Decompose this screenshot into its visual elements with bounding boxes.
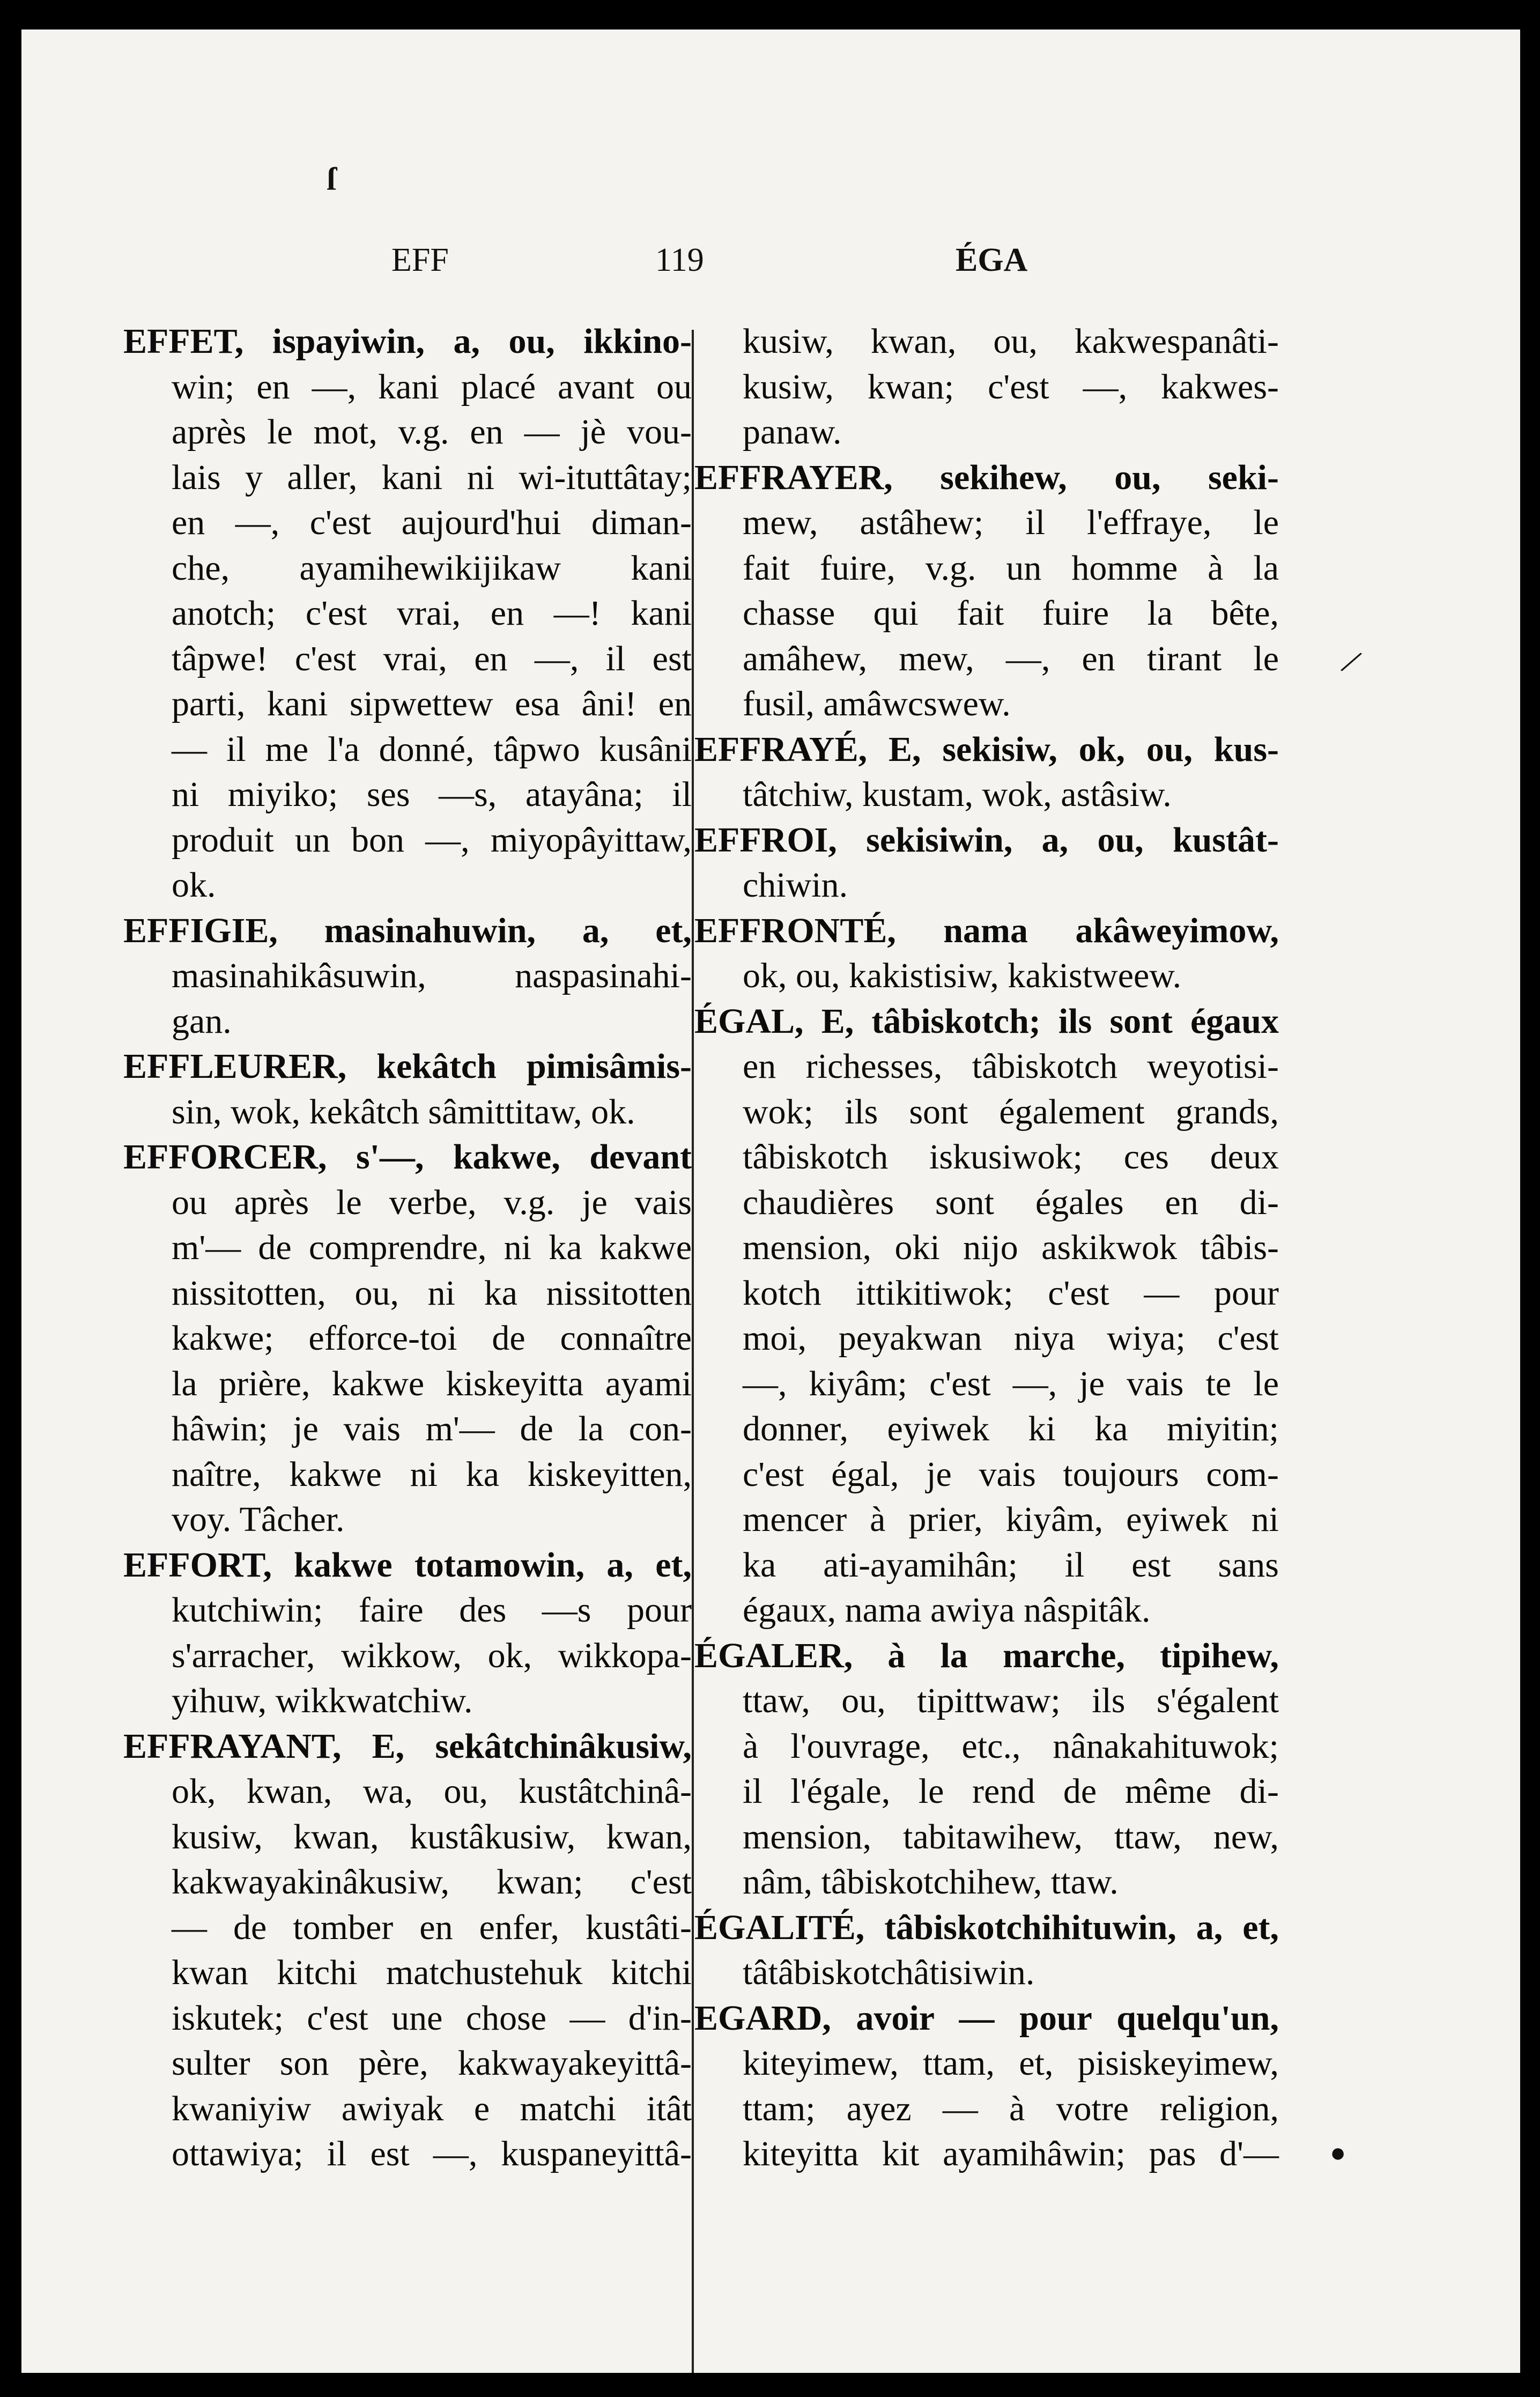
entry-text-line: kwaniyiw awiyak e matchi itât [172, 2089, 692, 2128]
entry-text-line: kwan kitchi matchustehuk kitchi [172, 1953, 692, 1992]
entry-text-line: kusiw, kwan, kustâkusiw, kwan, [172, 1817, 692, 1856]
entry-text-line: kakwe; efforce-toi de connaître [172, 1319, 692, 1358]
entry-text-line: kiteyitta kit ayamihâwin; pas d'— [743, 2134, 1279, 2173]
entry-text-line: ottawiya; il est —, kuspaneyittâ- [172, 2134, 692, 2173]
entry-headword-line: EFFORT, kakwe totamowin, a, et, [123, 1545, 692, 1585]
entry-text-line: produit un bon —, miyopâyittaw, [172, 820, 692, 860]
entry-headword-line: ÉGAL, E, tâbiskotch; ils sont égaux [694, 1001, 1279, 1041]
entry-text-line: m'— de comprendre, ni ka kakwe [172, 1228, 692, 1267]
entry-headword-line: EFFRAYANT, E, sekâtchinâkusiw, [123, 1726, 692, 1766]
entry-text-line: moi, peyakwan niya wiya; c'est [743, 1319, 1279, 1358]
right-column [694, 319, 1279, 2177]
entry-text-line: à l'ouvrage, etc., nânakahituwok; [743, 1726, 1279, 1766]
entry-text-line: win; en —, kani placé avant ou [172, 367, 692, 406]
entry-text-line: chasse qui fait fuire la bête, [743, 594, 1279, 633]
entry-text-line: c'est égal, je vais toujours com- [743, 1454, 1279, 1494]
entry-text-line: ka ati-ayamihân; il est sans [743, 1545, 1279, 1585]
entry-text-line: voy. Tâcher. [172, 1500, 345, 1539]
entry-text-line: kusiw, kwan; c'est —, kakwes- [743, 367, 1279, 406]
entry-text-line: kusiw, kwan, ou, kakwespanâti- [743, 322, 1279, 361]
entry-text-line: ok, kwan, wa, ou, kustâtchinâ- [172, 1772, 692, 1811]
entry-text-line: kutchiwin; faire des —s pour [172, 1590, 692, 1630]
entry-headword-line: EFFRAYER, sekihew, ou, seki- [694, 457, 1279, 497]
entry-text-line: mension, tabitawihew, ttaw, new, [743, 1817, 1279, 1856]
entry-text-line: masinahikâsuwin, naspasinahi- [172, 956, 692, 995]
entry-text-line: ou après le verbe, v.g. je vais [172, 1182, 692, 1222]
entry-text-line: nissitotten, ou, ni ka nissitotten [172, 1273, 692, 1313]
entry-text-line: mencer à prier, kiyâm, eyiwek ni [743, 1500, 1279, 1539]
entry-text-line: iskutek; c'est une chose — d'in- [172, 1998, 692, 2038]
entry-text-line: — de tomber en enfer, kustâti- [172, 1907, 692, 1947]
entry-text-line: nâm, tâbiskotchihew, ttaw. [743, 1862, 1119, 1902]
entry-text-line: la prière, kakwe kiskeyitta ayami [172, 1364, 692, 1403]
entry-text-line: fusil, amâwcswew. [743, 684, 1011, 723]
entry-text-line: lais y aller, kani ni wi-ituttâtay; [172, 457, 692, 497]
entry-text-line: sin, wok, kekâtch sâmittitaw, ok. [172, 1092, 635, 1131]
entry-headword-line: ÉGALER, à la marche, tipihew, [694, 1636, 1279, 1675]
entry-text-line: donner, eyiwek ki ka miyitin; [743, 1409, 1279, 1448]
entry-text-line: ok, ou, kakistisiw, kakistweew. [743, 956, 1182, 995]
entry-text-line: naître, kakwe ni ka kiskeyitten, [172, 1454, 692, 1494]
entry-text-line: hâwin; je vais m'— de la con- [172, 1409, 692, 1448]
entry-text-line: parti, kani sipwettew esa âni! en [172, 684, 692, 723]
entry-text-line: s'arracher, wikkow, ok, wikkopa- [172, 1636, 692, 1675]
entry-text-line: après le mot, v.g. en — jè vou- [172, 412, 692, 452]
entry-text-line: — il me l'a donné, tâpwo kusâni [172, 729, 692, 769]
margin-stroke: / [1336, 641, 1366, 683]
ink-blot: ● [1330, 2137, 1346, 2167]
entry-text-line: tâbiskotch iskusiwok; ces deux [743, 1137, 1279, 1177]
entry-headword-line: EFFORCER, s'—, kakwe, devant [123, 1137, 692, 1177]
entry-text-line: en richesses, tâbiskotch weyotisi- [743, 1047, 1279, 1086]
entry-headword-line: EFFET, ispayiwin, a, ou, ikkino- [123, 322, 692, 361]
entry-text-line: mew, astâhew; il l'effraye, le [743, 503, 1279, 542]
entry-text-line: en —, c'est aujourd'hui diman- [172, 503, 692, 542]
entry-text-line: wok; ils sont également grands, [743, 1092, 1279, 1131]
running-header [21, 241, 1520, 306]
entry-text-line: kotch ittikitiwok; c'est — pour [743, 1273, 1279, 1313]
entry-text-line: yihuw, wikkwatchiw. [172, 1681, 473, 1720]
page-number: 119 [655, 242, 704, 278]
print-speck: ſ [327, 161, 336, 197]
entry-headword-line: EFFIGIE, masinahuwin, a, et, [123, 911, 692, 950]
entry-headword-line: EFFLEURER, kekâtch pimisâmis- [123, 1047, 692, 1086]
entry-text-line: amâhew, mew, —, en tirant le [743, 639, 1279, 678]
left-column [123, 319, 692, 2177]
entry-text-line: gan. [172, 1001, 232, 1041]
entry-text-line: ok. [172, 865, 216, 905]
entry-text-line: tâtâbiskotchâtisiwin. [743, 1953, 1035, 1992]
entry-text-line: che, ayamihewikijikaw kani [172, 548, 692, 588]
entry-headword-line: EFFROI, sekisiwin, a, ou, kustât- [694, 820, 1279, 860]
entry-text-line: tâtchiw, kustam, wok, astâsiw. [743, 775, 1172, 814]
column-divider [692, 330, 694, 2373]
entry-text-line: kiteyimew, ttam, et, pisiskeyimew, [743, 2044, 1279, 2083]
entry-text-line: égaux, nama awiya nâspitâk. [743, 1590, 1151, 1630]
entry-text-line: mension, oki nijo askikwok tâbis- [743, 1228, 1279, 1267]
entry-text-line: panaw. [743, 412, 842, 452]
entry-headword-line: EFFRONTÉ, nama akâweyimow, [694, 911, 1279, 950]
entry-headword-line: ÉGALITÉ, tâbiskotchihituwin, a, et, [694, 1907, 1279, 1947]
entry-text-line: ttam; ayez — à votre religion, [743, 2089, 1279, 2128]
entry-text-line: ni miyiko; ses —s, atayâna; il [172, 775, 692, 814]
entry-text-line: kakwayakinâkusiw, kwan; c'est [172, 1862, 692, 1902]
header-left-guide-word: EFF [391, 242, 449, 278]
entry-text-line: ttaw, ou, tipittwaw; ils s'égalent [743, 1681, 1279, 1720]
entry-text-line: —, kiyâm; c'est —, je vais te le [743, 1364, 1279, 1403]
header-right-guide-word: ÉGA [956, 242, 1028, 278]
entry-headword-line: EFFRAYÉ, E, sekisiw, ok, ou, kus- [694, 729, 1279, 769]
entry-headword-line: EGARD, avoir — pour quelqu'un, [694, 1998, 1279, 2038]
entry-text-line: fait fuire, v.g. un homme à la [743, 548, 1279, 588]
book-page [21, 29, 1520, 2373]
entry-text-line: il l'égale, le rend de même di- [743, 1772, 1279, 1811]
entry-text-line: chaudières sont égales en di- [743, 1182, 1279, 1222]
entry-text-line: tâpwe! c'est vrai, en —, il est [172, 639, 692, 678]
entry-text-line: chiwin. [743, 865, 848, 905]
entry-text-line: anotch; c'est vrai, en —! kani [172, 594, 692, 633]
entry-text-line: sulter son père, kakwayakeyittâ- [172, 2044, 692, 2083]
